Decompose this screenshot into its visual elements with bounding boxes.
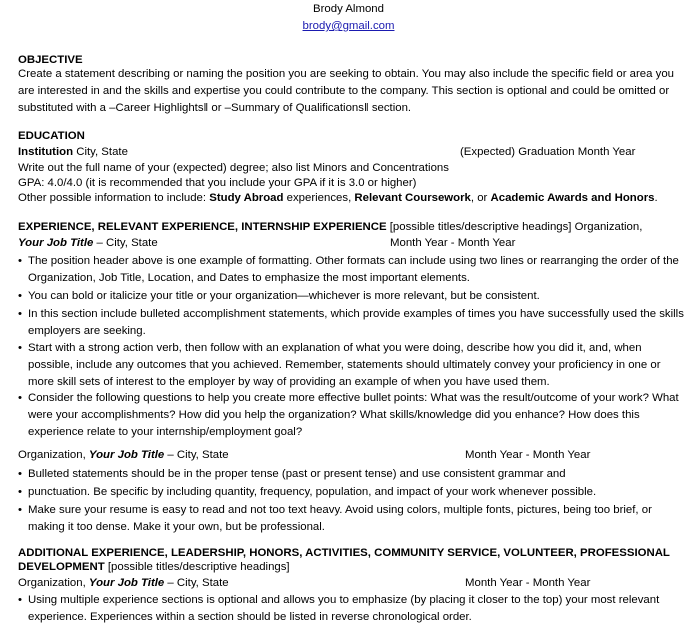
- awards-label: Academic Awards and Honors: [490, 192, 655, 204]
- bullet-glyph: •: [18, 290, 22, 302]
- org2-bullet: Make sure your resume is easy to read and not too text heavy. Avoid using colors, multiple fonts, pictures, being too brief, or making it too dense. Make it your own, but be professional.: [28, 504, 652, 533]
- additional-heading-suffix: [possible titles/descriptive headings]: [104, 561, 290, 573]
- org2-prefix: Organization,: [18, 449, 89, 461]
- org2-dates: Month Year - Month Year: [465, 449, 591, 461]
- other-info-end: .: [654, 192, 658, 204]
- bullet-glyph: •: [18, 468, 22, 480]
- experience-bullet: Start with a strong action verb, then follow with an explanation of what you were doing, describe how you did it, and, when possible, include any outcomes that you achieved. Remember, statements should ultimately convey your proficiency in one or more skill sets of interest to the employer by way of providing an example of when you have used them.: [28, 342, 661, 388]
- other-info-line: [18, 190, 658, 206]
- additional-dates: Month Year - Month Year: [465, 577, 591, 589]
- job-location: – City, State: [93, 237, 158, 249]
- org2-line: [18, 447, 229, 463]
- email-link[interactable]: brody@gmail.com: [302, 20, 395, 32]
- job-title-line: [18, 235, 158, 251]
- objective-text: Create a statement describing or naming the position you are seeking to obtain. You may also include the specific field or area you are interested in and the skills and expertise you could contribute to the company. This section is optional and could be omitted or substituted with a –Career Highlights‖ or –Summary of Qualifications‖ section.: [18, 68, 674, 114]
- experience-heading-line: [18, 219, 642, 235]
- other-info-mid2: , or: [470, 192, 491, 204]
- additional-title: Your Job Title: [88, 577, 165, 589]
- org2-title: Your Job Title: [88, 449, 165, 461]
- coursework-label: Relevant Coursework: [354, 192, 471, 204]
- bullet-glyph: •: [18, 308, 22, 320]
- job-title: Your Job Title: [18, 237, 94, 249]
- additional-bullet: Using multiple experience sections is optional and allows you to emphasize (by placing it closer to the top) your most relevant experience. Experiences within a section should be listed in reverse chronological order.: [28, 594, 660, 623]
- additional-org-line: [18, 575, 229, 591]
- email-container: [0, 18, 697, 34]
- bullet-glyph: •: [18, 594, 22, 606]
- additional-org-prefix: Organization,: [18, 577, 89, 589]
- institution-name: Institution: [18, 146, 74, 158]
- other-info-prefix: Other possible information to include:: [18, 192, 210, 204]
- experience-bullet: Consider the following questions to help you create more effective bullet points: What was the result/outcome of your work? What were your accomplishments? How did you help the organization? What skills/knowledge did you enhance? How does this experience relate to your internship/employment goal?: [28, 392, 679, 438]
- experience-bullet: The position header above is one example of formatting. Other formats can include using two lines or rearranging the order of the Organization, Job Title, Location, and Dates to emphasize the most important elements.: [28, 255, 679, 284]
- experience-heading: EXPERIENCE, RELEVANT EXPERIENCE, INTERNSHIP EXPERIENCE: [18, 221, 387, 233]
- education-heading: EDUCATION: [18, 130, 85, 142]
- org2-bullet: Bulleted statements should be in the proper tense (past or present tense) and use consistent grammar and: [28, 468, 566, 480]
- org2-location: – City, State: [164, 449, 229, 461]
- org2-bullet: punctuation. Be specific by including quantity, frequency, population, and impact of your work whenever possible.: [28, 486, 597, 498]
- additional-heading: ADDITIONAL EXPERIENCE, LEADERSHIP, HONORS, ACTIVITIES, COMMUNITY SERVICE, VOLUNTEER, PROFESSIONAL DEVELOPMENT: [18, 547, 670, 573]
- experience-bullet: You can bold or italicize your title or your organization—whichever is more relevant, but be consistent.: [28, 290, 540, 302]
- institution-location: City, State: [73, 146, 128, 158]
- graduation-date: (Expected) Graduation Month Year: [460, 146, 636, 158]
- job-dates: Month Year - Month Year: [390, 237, 516, 249]
- bullet-glyph: •: [18, 255, 22, 267]
- study-abroad-label: Study Abroad: [209, 192, 284, 204]
- experience-heading-suffix: [possible titles/descriptive headings] Organization,: [386, 221, 643, 233]
- bullet-glyph: •: [18, 486, 22, 498]
- bullet-glyph: •: [18, 342, 22, 354]
- bullet-glyph: •: [18, 504, 22, 516]
- gpa-line: GPA: 4.0/4.0 (it is recommended that you include your GPA if it is 3.0 or higher): [18, 177, 417, 189]
- additional-heading-block: [18, 546, 689, 574]
- resume-name: Brody Almond: [313, 3, 384, 15]
- additional-location: – City, State: [164, 577, 229, 589]
- bullet-glyph: •: [18, 392, 22, 404]
- degree-line: Write out the full name of your (expected) degree; also list Minors and Concentrations: [18, 162, 449, 174]
- other-info-mid1: experiences,: [283, 192, 355, 204]
- institution-line: [18, 144, 128, 160]
- experience-bullet: In this section include bulleted accomplishment statements, which provide examples of times you have successfully used the skills employers are seeking.: [28, 308, 684, 337]
- objective-heading: OBJECTIVE: [18, 54, 83, 66]
